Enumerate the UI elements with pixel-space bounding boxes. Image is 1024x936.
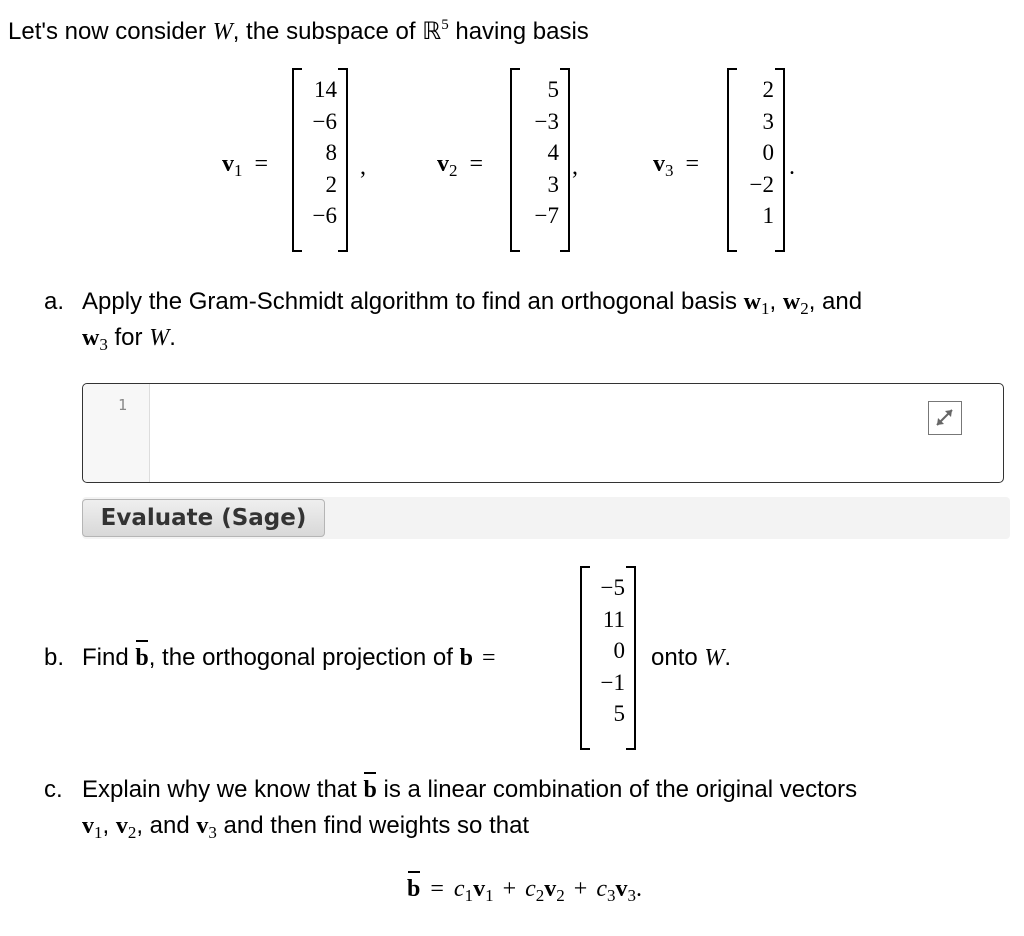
c1-sub: 1	[464, 886, 474, 905]
evaluate-sage-button[interactable]: Evaluate (Sage)	[82, 499, 325, 537]
v1-entry: −6	[312, 203, 337, 228]
v1-sub: 1	[485, 886, 494, 905]
part-c-after: is a linear combination of the original vectors	[376, 776, 858, 803]
v2-letter: v	[544, 876, 557, 902]
v3-vector	[727, 68, 785, 252]
v1-letter: v	[222, 151, 234, 177]
v3-entry: 0	[762, 140, 774, 165]
part-b-W: W	[704, 645, 725, 671]
v2-equals: =	[469, 151, 484, 177]
v1-vector	[292, 68, 348, 252]
part-a-marker: a.	[44, 288, 65, 315]
intro-space-var: W	[212, 19, 233, 45]
v3-equals: =	[685, 151, 700, 177]
v2-sub: 2	[556, 886, 565, 905]
v3-sub: 3	[627, 886, 636, 905]
w1-sub: 1	[761, 299, 770, 318]
v3-entry: −2	[749, 171, 774, 197]
v2-vector	[510, 68, 570, 252]
v3-sub: 3	[208, 823, 217, 842]
v2-label	[437, 149, 483, 186]
v3-sub: 3	[665, 161, 674, 180]
v2-punct: ,	[572, 154, 578, 180]
intro-field: ℝ	[422, 19, 442, 45]
v1-sub: 1	[234, 161, 243, 180]
b-equals: =	[481, 645, 496, 671]
intro-text	[8, 10, 589, 47]
v2-entry: −7	[534, 203, 559, 228]
part-c-line2	[82, 811, 529, 848]
part-a-text: Apply the Gram-Schmidt algorithm to find an orthogonal basis	[82, 288, 744, 315]
plus-sign: +	[502, 876, 517, 902]
part-a-line2	[82, 323, 176, 360]
part-b-before: Find	[82, 644, 136, 671]
b-letter: b	[459, 645, 473, 671]
v3-label	[653, 149, 699, 186]
v2-entry: 4	[547, 140, 559, 165]
part-a-period: .	[169, 324, 176, 351]
v1-entry: −6	[312, 108, 337, 134]
b-entry: −1	[600, 669, 625, 695]
expand-icon[interactable]	[928, 401, 962, 435]
v2-sub: 2	[127, 823, 137, 842]
v3-entry: 1	[762, 203, 774, 228]
v3-punct: .	[789, 154, 795, 180]
part-a-W: W	[149, 325, 170, 351]
part-a-comma: ,	[769, 288, 783, 315]
b-vector	[580, 566, 636, 750]
b-entry: −5	[600, 575, 625, 600]
part-b-marker: b.	[44, 644, 65, 671]
w3-letter: w	[82, 325, 100, 351]
v3-entry: 3	[762, 108, 774, 134]
c1-letter: c	[453, 876, 465, 902]
v3-letter: v	[196, 813, 209, 839]
part-a-line1	[82, 287, 862, 324]
v3-entry: 2	[762, 77, 774, 102]
part-c-marker: c.	[44, 776, 63, 803]
v2-letter: v	[115, 813, 128, 839]
b-hat: b	[363, 777, 377, 803]
part-a-for: for	[107, 324, 150, 351]
part-c-before: Explain why we know that	[82, 776, 364, 803]
v1-entry: 14	[314, 77, 337, 102]
part-c-line2-after: and then find weights so that	[216, 812, 530, 839]
c2-letter: c	[525, 876, 536, 902]
part-b-onto: onto	[651, 644, 705, 671]
code-editor[interactable]	[150, 384, 1003, 482]
eq-equals: =	[430, 876, 444, 902]
intro-after: having basis	[448, 18, 589, 45]
w1-letter: w	[743, 289, 762, 315]
part-b-middle: , the orthogonal projection of	[148, 644, 460, 671]
eq-period: .	[635, 876, 642, 902]
weights-equation	[407, 874, 642, 911]
part-a-and: , and	[808, 288, 863, 315]
v2-entry: 5	[547, 77, 559, 102]
v1-entry: 8	[325, 140, 337, 165]
part-b-period: .	[724, 644, 732, 671]
v1-equals: =	[254, 151, 269, 177]
v1-letter: v	[473, 876, 486, 902]
v3-letter: v	[653, 151, 665, 177]
v1-entry: 2	[325, 171, 337, 197]
part-c-line1	[82, 775, 857, 805]
intro-before: Let's now consider	[8, 18, 213, 45]
v1-letter: v	[82, 813, 94, 839]
b-hat: b	[407, 876, 421, 902]
v2-sub: 2	[449, 161, 458, 180]
line-gutter	[83, 384, 150, 482]
sage-code-cell	[82, 383, 1004, 483]
w3-sub: 3	[99, 335, 108, 354]
intro-middle: , the subspace of	[232, 18, 423, 45]
v1-sub: 1	[94, 823, 103, 842]
w2-letter: w	[782, 289, 801, 315]
c2-sub: 2	[535, 886, 545, 905]
line-number: 1	[117, 396, 127, 414]
v3-letter: v	[615, 876, 628, 902]
part-c-and: , and	[136, 812, 197, 839]
part-c-sep: ,	[102, 812, 116, 839]
b-hat: b	[135, 645, 149, 671]
v2-entry: 3	[547, 171, 559, 197]
intro-dim: 5	[441, 17, 449, 33]
plus-sign: +	[573, 876, 588, 902]
v2-entry: −3	[534, 108, 559, 134]
part-b-after	[651, 643, 731, 673]
c3-sub: 3	[606, 886, 616, 905]
part-b-text	[82, 643, 496, 673]
b-entry: 11	[602, 606, 625, 632]
v2-letter: v	[437, 151, 449, 177]
b-entry: 5	[613, 701, 625, 726]
expand-icon	[929, 402, 960, 433]
c3-letter: c	[596, 876, 607, 902]
v1-punct: ,	[360, 154, 366, 180]
b-entry: 0	[613, 638, 625, 663]
w2-sub: 2	[800, 299, 809, 318]
v1-label	[222, 149, 268, 186]
